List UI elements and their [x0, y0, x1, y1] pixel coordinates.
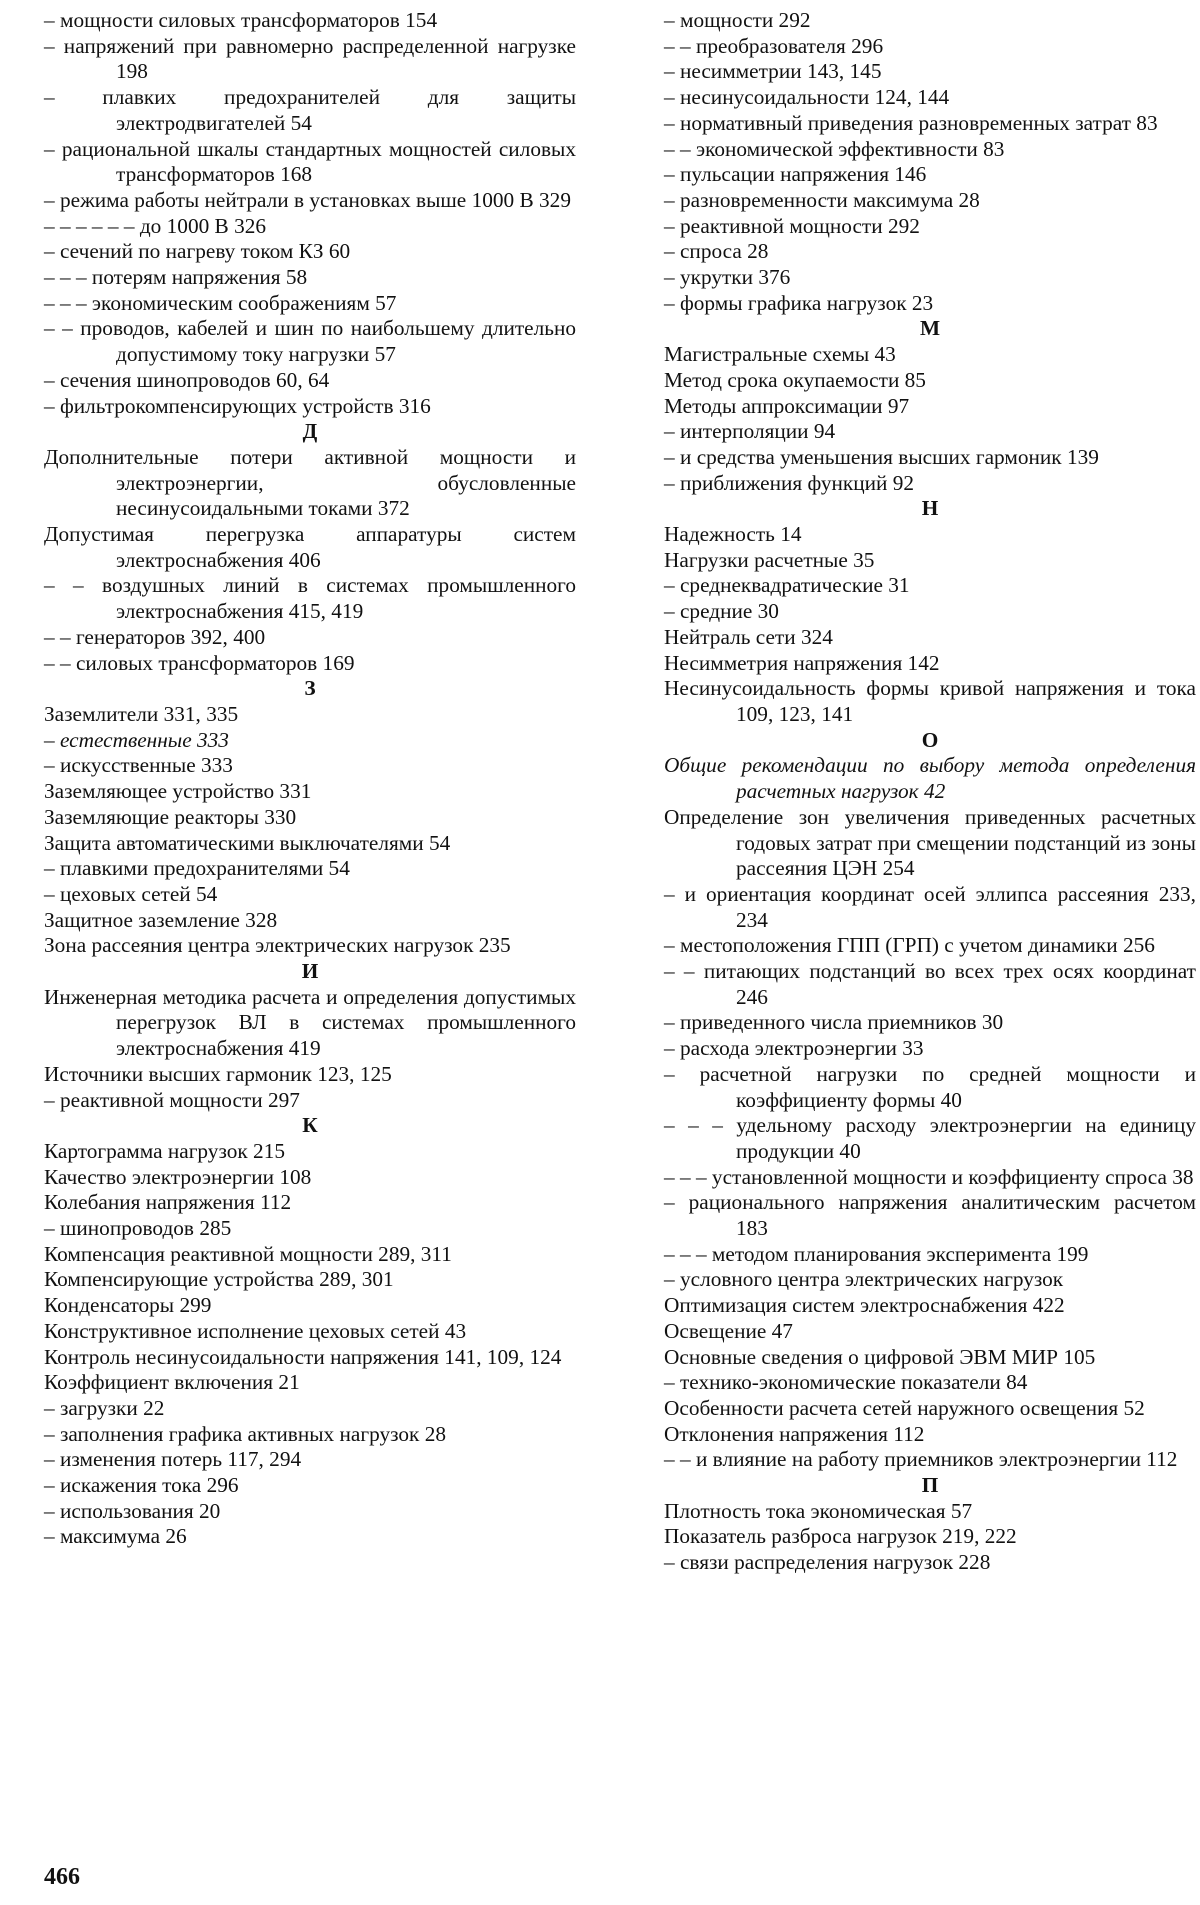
- index-entry: Магистральные схемы 43: [664, 342, 896, 367]
- index-entry: – нормативный приведения разновременных затрат 83: [664, 110, 1158, 135]
- index-entry: Метод срока окупаемости 85: [664, 367, 926, 392]
- index-entry: – максимума 26: [44, 1524, 187, 1549]
- index-entry: – средние 30: [664, 599, 779, 624]
- index-entry: Заземляющее устройство 331: [44, 779, 312, 804]
- index-entry: Показатель разброса нагрузок 219, 222: [664, 1524, 1017, 1549]
- index-entry: – технико-экономические показатели 84: [664, 1370, 1028, 1395]
- index-entry: – – экономической эффективности 83: [664, 136, 1005, 161]
- index-entry: – плавкими предохранителями 54: [44, 856, 350, 881]
- index-entry: Освещение 47: [664, 1318, 793, 1343]
- index-entry: – режима работы нейтрали в установках выше 1000 В 329: [44, 187, 571, 212]
- index-entry: – укрутки 376: [664, 265, 791, 290]
- index-entry: – мощности 292: [664, 8, 811, 32]
- index-entry: Надежность 14: [664, 522, 802, 547]
- index-entry: – – генераторов 392, 400: [44, 624, 266, 649]
- index-entry: – использования 20: [44, 1498, 221, 1523]
- index-entry: Компенсация реактивной мощности 289, 311: [44, 1241, 452, 1266]
- index-entry: – несинусоидальности 124, 144: [664, 85, 950, 110]
- index-entry: Определение зон увеличения приведенных расчетных годовых затрат при смещении подстанций из зоны рассеяния ЦЭН 254: [664, 804, 1196, 881]
- index-entry: Отклонения напряжения 112: [664, 1421, 925, 1446]
- section-letter: М: [919, 316, 941, 341]
- section-letter: О: [921, 727, 939, 752]
- index-entry: Заземляющие реакторы 330: [44, 804, 297, 829]
- index-entry: – сечений по нагреву током КЗ 60: [44, 239, 351, 264]
- index-entry: – – преобразователя 296: [664, 33, 884, 58]
- index-entry: Конденсаторы 299: [44, 1293, 212, 1318]
- index-entry: – фильтрокомпенсирующих устройств 316: [44, 393, 431, 418]
- index-entry: – сечения шинопроводов 60, 64: [44, 367, 330, 392]
- index-entry: – – воздушных линий в системах промышленного электроснабжения 415, 419: [44, 573, 576, 624]
- index-entry: Особенности расчета сетей наружного освещения 52: [664, 1395, 1145, 1420]
- section-letter: К: [302, 1113, 318, 1138]
- index-entry: Компенсирующие устройства 289, 301: [44, 1267, 394, 1292]
- index-entry: Несимметрия напряжения 142: [664, 650, 940, 675]
- index-entry: – расхода электроэнергии 33: [664, 1036, 924, 1061]
- index-entry: – разновременности максимума 28: [664, 187, 980, 212]
- index-entry: – – – экономическим соображениям 57: [44, 290, 397, 315]
- index-entry: Общие рекомендации по выбору метода определения расчетных нагрузок 42: [664, 753, 1196, 804]
- index-entry: – рационального напряжения аналитическим расчетом 183: [664, 1190, 1196, 1241]
- section-letter: П: [921, 1473, 939, 1498]
- index-entry: – расчетной нагрузки по средней мощности и коэффициенту формы 40: [664, 1061, 1196, 1112]
- index-entry: Дополнительные потери активной мощности и электроэнергии, обусловленные несинусоидальными токами 372: [44, 444, 576, 521]
- index-entry: Методы аппроксимации 97: [664, 393, 910, 418]
- index-entry: – цеховых сетей 54: [44, 881, 218, 906]
- index-entry: Несинусоидальность формы кривой напряжения и тока 109, 123, 141: [664, 676, 1196, 726]
- index-entry: – – – удельному расходу электроэнергии на единицу продукции 40: [664, 1113, 1196, 1163]
- index-entry: – – и влияние на работу приемников электроэнергии 112: [664, 1447, 1178, 1472]
- index-entry: – реактивной мощности 292: [664, 213, 920, 238]
- index-entry: – – – потерям напряжения 58: [44, 265, 308, 290]
- index-left-column: [44, 8, 576, 1550]
- index-entry: – и средства уменьшения высших гармоник 139: [664, 444, 1099, 469]
- section-letter: Н: [921, 496, 939, 521]
- index-entry: – плавких предохранителей для защиты электродвигателей 54: [44, 85, 576, 135]
- index-entry: Инженерная методика расчета и определения допустимых перегрузок ВЛ в системах промышленного электроснабжения 419: [44, 984, 576, 1061]
- section-letter: З: [304, 676, 316, 701]
- index-entry: – формы графика нагрузок 23: [664, 290, 934, 315]
- index-entry: – рациональной шкалы стандартных мощностей силовых трансформаторов 168: [44, 136, 576, 187]
- index-entry: Допустимая перегрузка аппаратуры систем электроснабжения 406: [44, 522, 576, 572]
- section-letter: И: [301, 959, 319, 984]
- index-entry: – шинопроводов 285: [44, 1216, 232, 1241]
- index-entry: Нейтраль сети 324: [664, 624, 833, 649]
- index-entry: Плотность тока экономическая 57: [664, 1498, 973, 1523]
- index-entry: Картограмма нагрузок 215: [44, 1138, 285, 1163]
- index-entry: – и ориентация координат осей эллипса рассеяния 233, 234: [664, 881, 1196, 932]
- index-entry: – несимметрии 143, 145: [664, 59, 882, 84]
- index-entry: – связи распределения нагрузок 228: [664, 1550, 991, 1575]
- index-entry: – мощности силовых трансформаторов 154: [44, 8, 438, 32]
- page-number: 466: [44, 1864, 80, 1890]
- index-entry: – искажения тока 296: [44, 1473, 239, 1498]
- index-entry: – естественные 333: [44, 727, 229, 752]
- index-entry: Источники высших гармоник 123, 125: [44, 1061, 392, 1086]
- section-letter: Д: [302, 419, 318, 444]
- index-entry: Оптимизация систем электроснабжения 422: [664, 1293, 1065, 1318]
- index-entry: – – проводов, кабелей и шин по наибольшему длительно допустимому току нагрузки 57: [44, 316, 576, 367]
- index-entry: – – – установленной мощности и коэффициенту спроса 38: [664, 1164, 1194, 1189]
- index-right-column: [664, 8, 1196, 1576]
- index-entry: Колебания напряжения 112: [44, 1190, 292, 1215]
- index-entry: – напряжений при равномерно распределенной нагрузке 198: [44, 33, 576, 84]
- index-entry: Заземлители 331, 335: [44, 701, 239, 726]
- index-entry: Защита автоматическими выключателями 54: [44, 830, 451, 855]
- index-entry: – пульсации напряжения 146: [664, 162, 927, 187]
- index-entry: – искусственные 333: [44, 753, 233, 778]
- index-entry: – загрузки 22: [44, 1395, 165, 1420]
- index-entry: – заполнения графика активных нагрузок 28: [44, 1421, 447, 1446]
- index-entry: Контроль несинусоидальности напряжения 141, 109, 124: [44, 1344, 562, 1369]
- index-entry: – изменения потерь 117, 294: [44, 1447, 302, 1472]
- index-entry: – – силовых трансформаторов 169: [44, 650, 355, 675]
- index-entry: – – – методом планирования эксперимента 199: [664, 1241, 1089, 1266]
- index-entry: Защитное заземление 328: [44, 907, 278, 932]
- index-entry: – спроса 28: [664, 239, 769, 264]
- index-entry: – местоположения ГПП (ГРП) с учетом динамики 256: [664, 933, 1155, 958]
- index-entry: Конструктивное исполнение цеховых сетей 43: [44, 1318, 467, 1343]
- index-entry: Качество электроэнергии 108: [44, 1164, 312, 1189]
- index-entry: – – – – – – до 1000 В 326: [44, 213, 267, 238]
- index-entry: – среднеквадратические 31: [664, 573, 910, 598]
- index-entry: – приведенного числа приемников 30: [664, 1010, 1004, 1035]
- index-entry: – интерполяции 94: [664, 419, 836, 444]
- index-entry: Зона рассеяния центра электрических нагрузок 235: [44, 933, 511, 958]
- index-entry: – реактивной мощности 297: [44, 1087, 300, 1112]
- index-entry: – приближения функций 92: [664, 470, 915, 495]
- index-entry: Коэффициент включения 21: [44, 1370, 300, 1395]
- index-entry: Нагрузки расчетные 35: [664, 547, 875, 572]
- index-entry: Основные сведения о цифровой ЭВМ МИР 105: [664, 1344, 1096, 1369]
- index-entry: – – питающих подстанций во всех трех осях координат 246: [664, 959, 1196, 1009]
- index-entry: – условного центра электрических нагрузок: [664, 1267, 1064, 1292]
